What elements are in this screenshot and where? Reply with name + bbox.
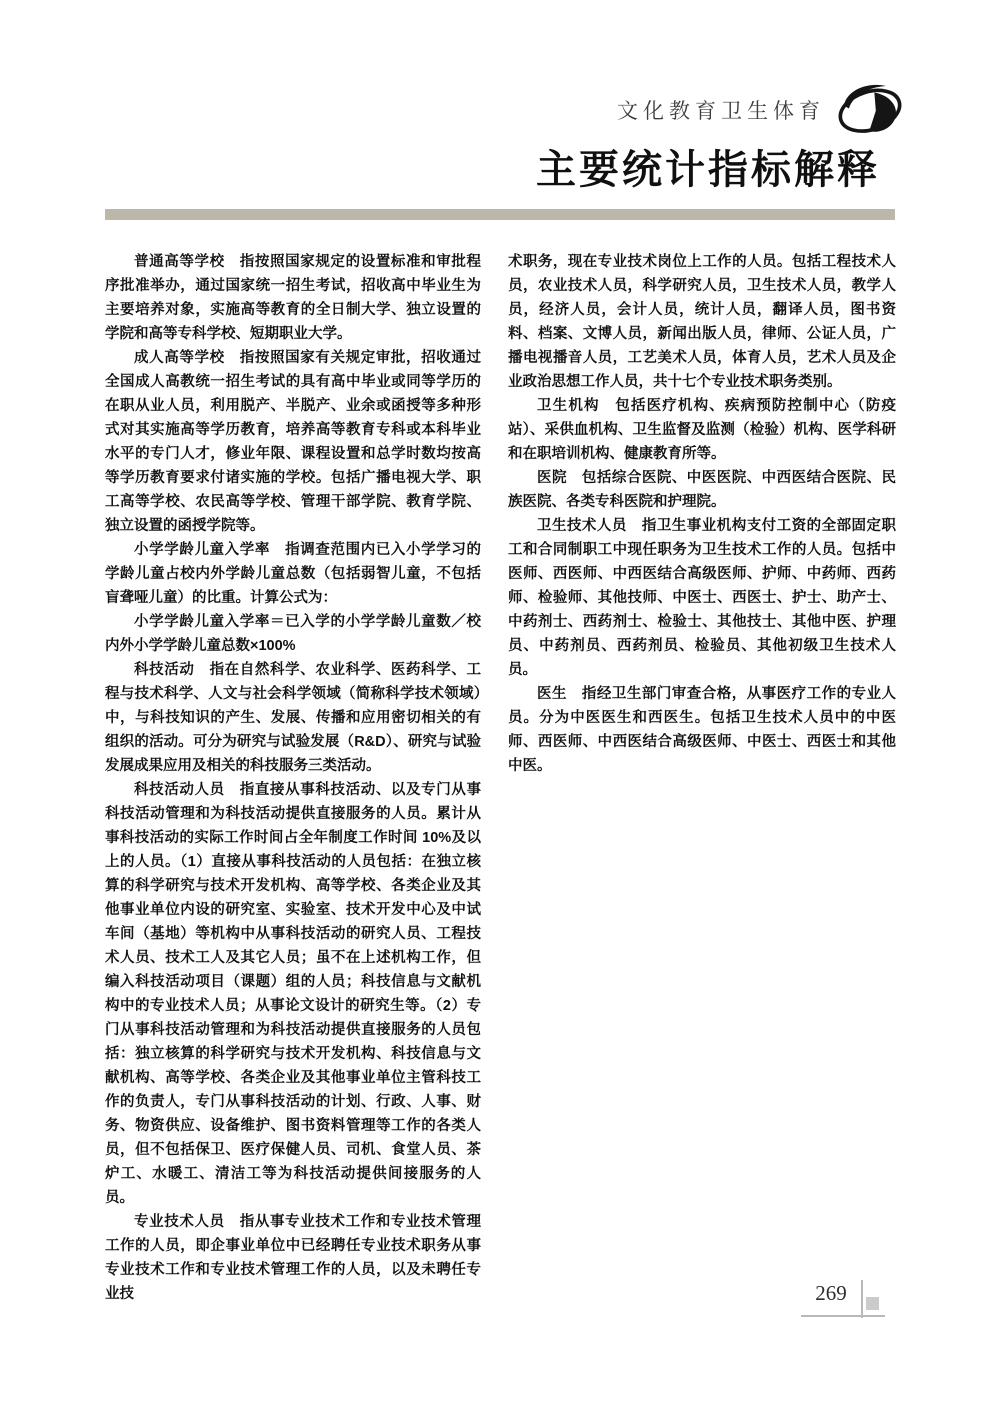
paragraph: 医院 包括综合医院、中医医院、中西医结合医院、民族医院、各类专科医院和护理院。 [508,470,896,510]
footer-square-mark [866,1297,879,1310]
paragraph: 科技活动人员 指直接从事科技活动、以及专门从事科技活动管理和为科技活动提供直接服务的人员。累计从事科技活动的实际工作时间占全年制度工作时间 10%及以上的人员。（1）直接从事科技活动的人员包括：在独立核算的科学研究与技术开发机构、高等学校、各类企业及其他事业单位内设的研究室、实验室、技术开发中心及中试车间（基地）等机构中从事科技活动的研究人员、工程技术人员、技术工人及其它人员；虽不在上述机构工作，但编入科技活动项目（课题）组的人员；科技信息与文献机构中的专业技术人员；从事论文设计的研究生等。（2）专门从事科技活动管理和为科技活动提供直接服务的人员包括：独立核算的科学研究与技术开发机构、科技信息与文献机构、高等学校、各类企业及其他事业单位主管科技工作的负责人，专门从事科技活动的计划、行政、人事、财务、物资供应、设备维护、图书资料管理等工作的各类人员，但不包括保卫、医疗保健人员、司机、食堂人员、茶炉工、水暖工、清洁工等为科技活动提供间接服务的人员。 [105,782,481,1206]
paragraph: 卫生机构 包括医疗机构、疾病预防控制中心（防疫站）、采供血机构、卫生监督及监测（检验）机构、医学科研和在职培训机构、健康教育所等。 [508,398,896,462]
page-header [105,78,907,142]
paragraph: 术职务，现在专业技术岗位上工作的人员。包括工程技术人员，农业技术人员，科学研究人员，卫生技术人员，教学人员，经济人员，会计人员，统计人员，翻译人员，图书资料、档案、文博人员，新闻出版人员，律师、公证人员，广播电视播音人员，工艺美术人员，体育人员，艺术人员及企业政治思想工作人员，共十七个专业技术职务类别。 [508,254,896,390]
paragraph: 科技活动 指在自然科学、农业科学、医药科学、工程与技术科学、人文与社会科学领域（简称科学技术领域）中，与科技知识的产生、发展、传播和应用密切相关的有组织的活动。可分为研究与试验发展（R&D）、研究与试验发展成果应用及相关的科技服务三类活动。 [105,662,481,774]
paragraph: 小学学龄儿童入学率 指调查范围内已入小学学习的学龄儿童占校内外学龄儿童总数（包括弱智儿童，不包括盲聋哑儿童）的比重。计算公式为： [105,542,481,606]
paragraph: 医生 指经卫生部门审查合格，从事医疗工作的专业人员。分为中医医生和西医生。包括卫生技术人员中的中医师、西医师、中西医结合高级医师、中医士、西医士和其他中医。 [508,686,896,774]
title-divider-bar [105,209,895,220]
right-text-column [508,250,896,1306]
page-title: 主要统计指标解释 [536,148,880,192]
section-category-label: 文化教育卫生体育 [617,99,825,123]
paragraph: 成人高等学校 指按照国家有关规定审批，招收通过全国成人高教统一招生考试的具有高中毕业或同等学历的在职从业人员，利用脱产、半脱产、业余或函授等多种形式对其实施高等学历教育，培养高等教育专科或本科毕业水平的专门人才，修业年限、课程设置和总学时数均按高等学历教育要求付诸实施的学校。包括广播电视大学、职工高等学校、农民高等学校、管理干部学院、教育学院、独立设置的函授学院等。 [105,350,481,534]
page-number: 269 [815,1281,847,1305]
paragraph: 专业技术人员 指从事专业技术工作和专业技术管理工作的人员，即企事业单位中已经聘任专业技术职务从事专业技术工作和专业技术管理工作的人员，以及未聘任专业技 [105,1214,481,1302]
footer-horizontal-rule [801,1315,885,1317]
body-columns [105,250,896,1306]
paragraph: 卫生技术人员 指卫生事业机构支付工资的全部固定职工和合同制职工中现任职务为卫生技术工作的人员。包括中医师、西医师、中西医结合高级医师、护师、中药师、西药师、检验师、其他技师、中医士、西医士、护士、助产士、中药剂士、西药剂士、检验士、其他技士、其他中医、护理员、中药剂员、西药剂员、检验员、其他初级卫生技术人员。 [508,518,896,678]
left-text-column [105,250,481,1306]
footer-vertical-rule [861,1280,863,1318]
paragraph: 普通高等学校 指按照国家规定的设置标准和审批程序批准举办，通过国家统一招生考试，招收高中毕业生为主要培养对象，实施高等教育的全日制大学、独立设置的学院和高等专科学校、短期职业大学。 [105,254,481,342]
swirl-logo-icon [833,78,907,142]
paragraph: 小学学龄儿童入学率＝已入学的小学学龄儿童数／校内外小学学龄儿童总数×100% [105,614,481,654]
